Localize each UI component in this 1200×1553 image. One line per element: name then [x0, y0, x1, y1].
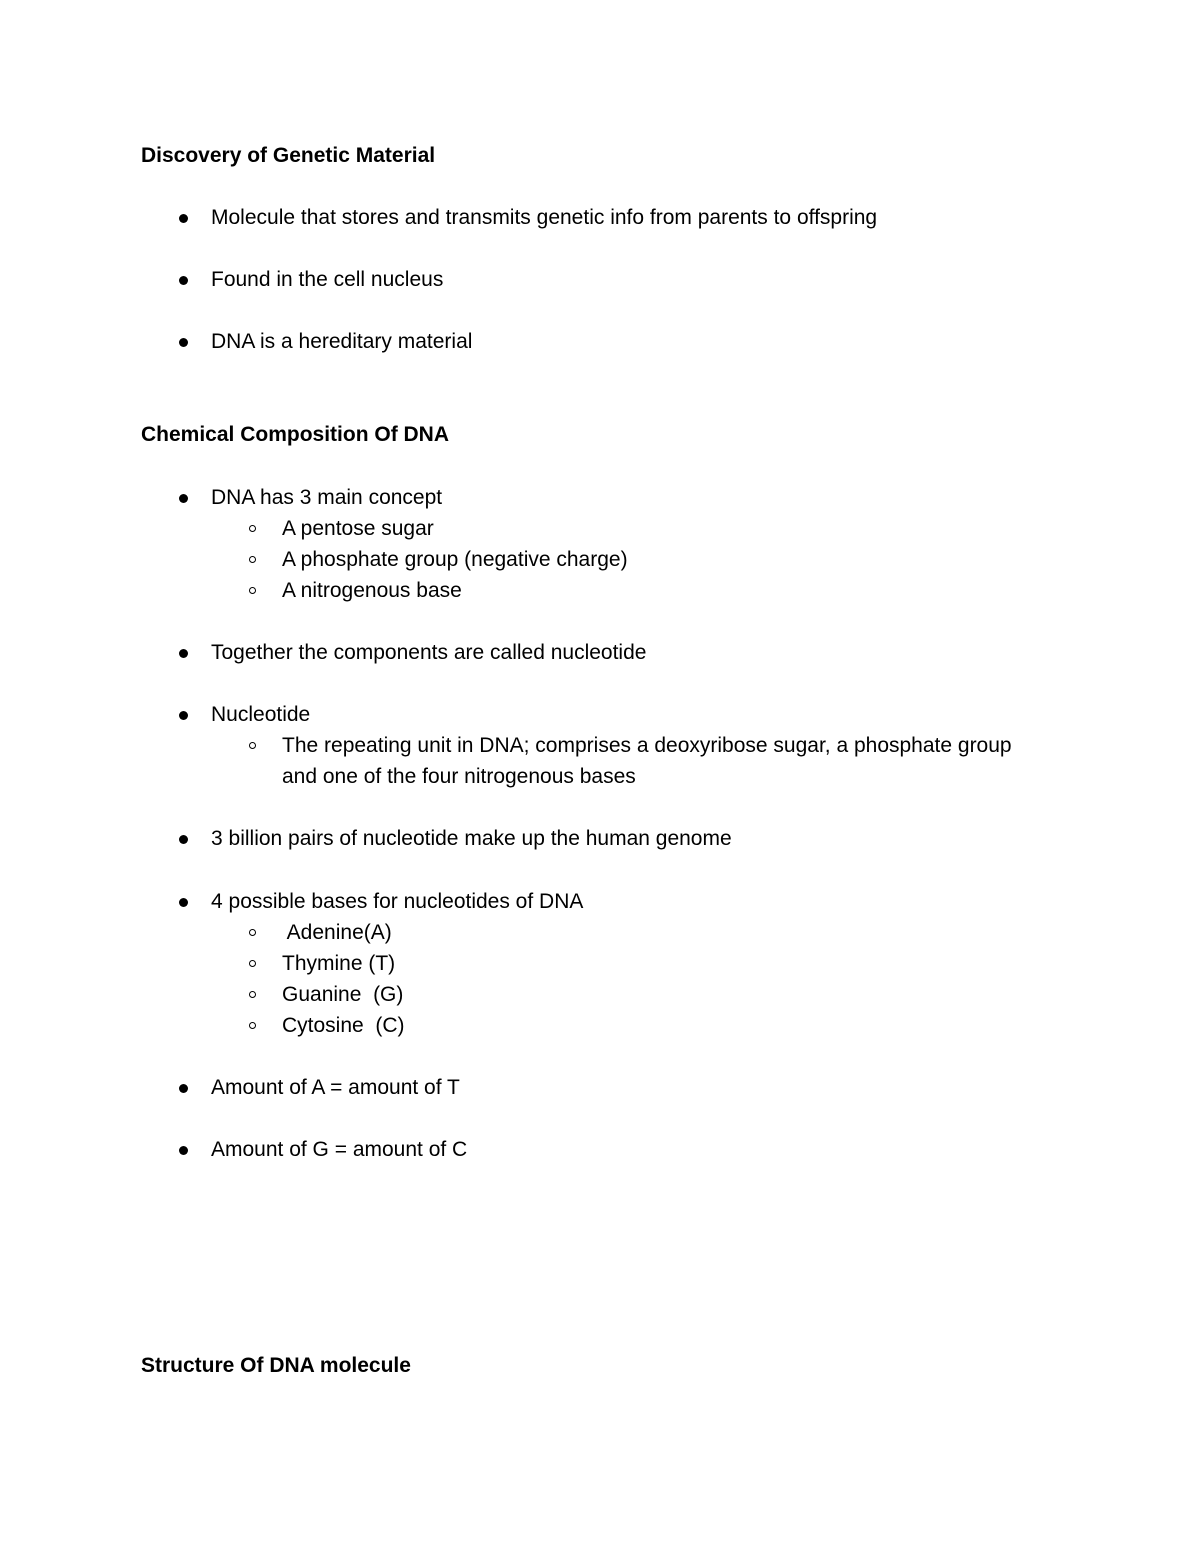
bullet-icon: [179, 835, 188, 844]
list-item-text: DNA is a hereditary material: [211, 330, 473, 353]
sub-list-item-text: Thymine (T): [282, 952, 396, 975]
list-item-text: Together the components are called nucleotide: [211, 641, 647, 664]
sub-list-item: [0, 1010, 1200, 1041]
list-item-text: Found in the cell nucleus: [211, 268, 444, 291]
hollow-bullet-icon: [249, 991, 256, 998]
bullet-icon: [179, 711, 188, 720]
hollow-bullet-icon: [249, 587, 256, 594]
bullet-icon: [179, 338, 188, 347]
heading-chemical-composition-of-dna: Chemical Composition Of DNA: [141, 423, 450, 446]
sub-list-item-text: Cytosine (C): [282, 1014, 405, 1037]
list-item: [0, 1072, 1200, 1103]
bullet-icon: [179, 898, 188, 907]
sub-list-item-text: Adenine(A): [282, 921, 392, 944]
hollow-bullet-icon: [249, 742, 256, 749]
hollow-bullet-icon: [249, 960, 256, 967]
bullet-icon: [179, 276, 188, 285]
sub-list-item: [0, 575, 1200, 606]
list-item: [0, 823, 1200, 854]
bullet-icon: [179, 1084, 188, 1093]
sub-list-item: [0, 730, 1200, 792]
sub-list-item: [0, 979, 1200, 1010]
bullet-icon: [179, 649, 188, 658]
sub-list-item-text: The repeating unit in DNA; comprises a deoxyribose sugar, a phosphate group and one of the four nitrogenous bases: [282, 734, 1012, 788]
sub-list-item-text: A phosphate group (negative charge): [282, 548, 628, 571]
sub-list-item: [0, 917, 1200, 948]
list-item: [0, 326, 1200, 357]
list-item: [0, 202, 1200, 233]
list-item: [0, 637, 1200, 668]
list-item-text: Nucleotide: [211, 703, 311, 726]
list-item-text: Amount of G = amount of C: [211, 1138, 468, 1161]
bullet-icon: [179, 494, 188, 503]
list-item: [0, 1134, 1200, 1165]
sub-list-item: [0, 544, 1200, 575]
hollow-bullet-icon: [249, 1022, 256, 1029]
sub-list-item: [0, 513, 1200, 544]
hollow-bullet-icon: [249, 929, 256, 936]
list-item-text: Molecule that stores and transmits genetic info from parents to offspring: [211, 206, 878, 229]
list-item: [0, 482, 1200, 513]
hollow-bullet-icon: [249, 556, 256, 563]
heading-structure-of-dna-molecule: Structure Of DNA molecule: [141, 1354, 411, 1377]
sub-list-item: [0, 948, 1200, 979]
bullet-icon: [179, 214, 188, 223]
sub-list-item-text: A pentose sugar: [282, 517, 434, 540]
list-item-text: DNA has 3 main concept: [211, 486, 443, 509]
list-item-text: 4 possible bases for nucleotides of DNA: [211, 890, 584, 913]
list-item: [0, 886, 1200, 917]
sub-list-item-text: Guanine (G): [282, 983, 404, 1006]
sub-list-item-text: A nitrogenous base: [282, 579, 462, 602]
hollow-bullet-icon: [249, 525, 256, 532]
list-item-text: 3 billion pairs of nucleotide make up the human genome: [211, 827, 732, 850]
list-item: [0, 699, 1200, 730]
list-item: [0, 264, 1200, 295]
bullet-icon: [179, 1146, 188, 1155]
list-item-text: Amount of A = amount of T: [211, 1076, 460, 1099]
heading-discovery-of-genetic-material: Discovery of Genetic Material: [141, 144, 436, 167]
